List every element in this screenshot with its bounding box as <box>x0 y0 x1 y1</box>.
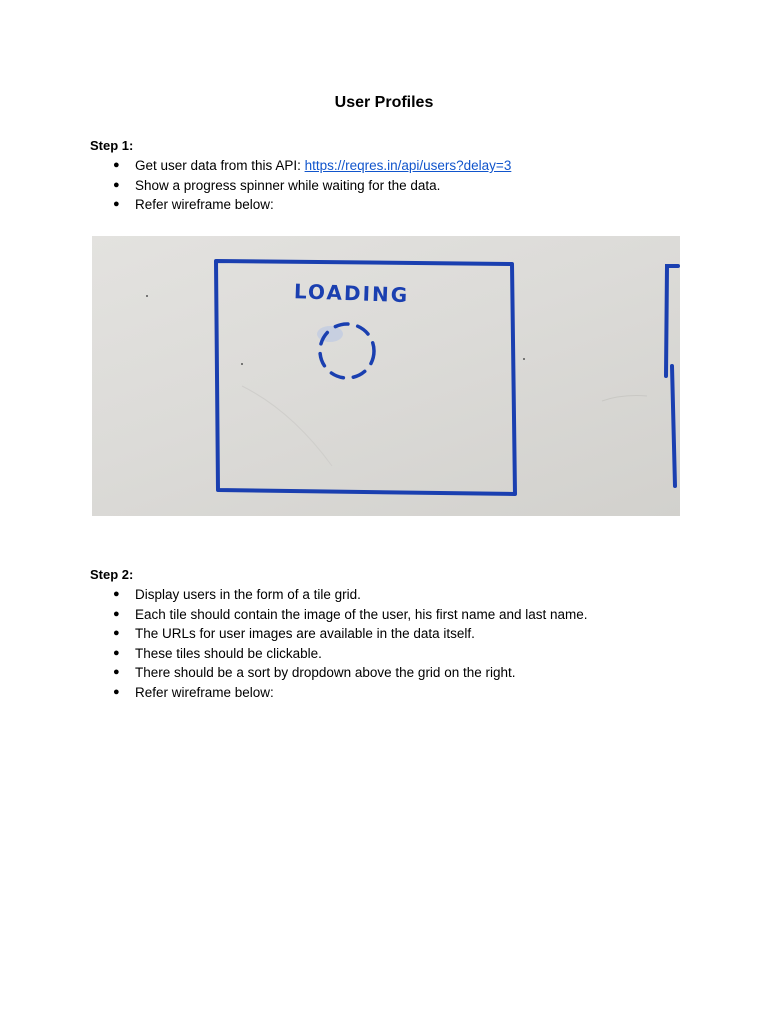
bullet-icon: ● <box>113 627 120 639</box>
wireframe-frame-partial <box>666 266 678 486</box>
list-item-text: Each tile should contain the image of the user, his first name and last name. <box>135 606 588 622</box>
list-item-text: Display users in the form of a tile grid. <box>135 587 361 602</box>
whiteboard-smudge <box>242 386 332 466</box>
bullet-icon: ● <box>113 198 120 210</box>
list-item-text: Refer wireframe below: <box>135 197 274 212</box>
bullet-icon: ● <box>113 607 120 620</box>
list-item <box>90 585 588 605</box>
loading-handwritten-text: LOADING <box>293 279 410 308</box>
list-item-text: These tiles should be clickable. <box>135 645 322 661</box>
loading-wireframe-photo <box>92 236 680 516</box>
list-item <box>90 624 588 644</box>
whiteboard-speck <box>241 363 243 365</box>
list-item <box>90 195 511 215</box>
bullet-icon: ● <box>113 666 120 678</box>
list-item <box>90 683 588 703</box>
list-item <box>90 663 588 683</box>
whiteboard-sketch <box>92 236 680 516</box>
whiteboard-speck <box>146 295 148 297</box>
spinner-icon <box>320 324 374 378</box>
bullet-icon: ● <box>113 685 120 698</box>
step-2-bullet-list <box>90 585 588 702</box>
list-item <box>90 156 511 176</box>
step-1-bullet-list <box>90 156 511 215</box>
list-item <box>90 644 588 664</box>
list-item-text: Refer wireframe below: <box>135 684 274 700</box>
list-item-text: There should be a sort by dropdown above the grid on the right. <box>135 665 516 680</box>
bullet-icon: ● <box>113 588 120 600</box>
step-1-heading: Step 1: <box>90 138 134 153</box>
list-item-text: The URLs for user images are available in the data itself. <box>135 626 475 641</box>
page-title: User Profiles <box>334 94 434 111</box>
whiteboard-speck <box>523 358 525 360</box>
list-item <box>90 605 588 625</box>
step-2-heading: Step 2: <box>90 567 134 582</box>
api-instruction-text: Get user data from this API: <box>135 158 305 173</box>
bullet-icon: ● <box>113 159 120 171</box>
bullet-icon: ● <box>113 646 120 659</box>
api-link[interactable]: https://reqres.in/api/users?delay=3 <box>304 158 512 173</box>
bullet-icon: ● <box>113 178 120 191</box>
list-item <box>90 176 511 196</box>
list-item-text: Show a progress spinner while waiting for the data. <box>135 177 441 193</box>
whiteboard-smudge <box>602 396 647 401</box>
